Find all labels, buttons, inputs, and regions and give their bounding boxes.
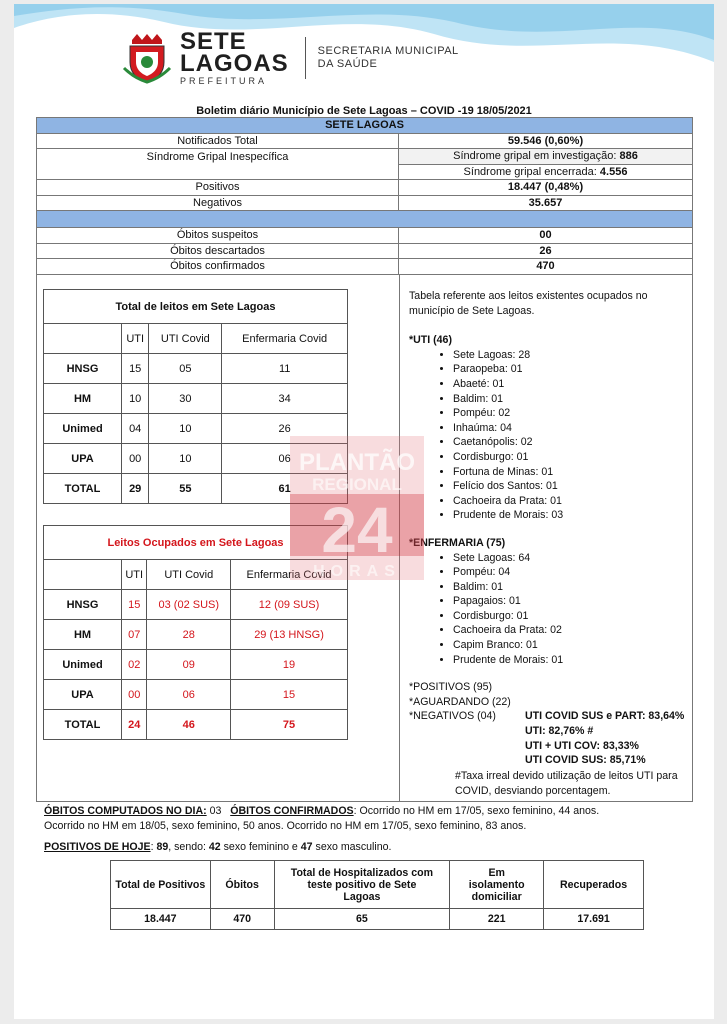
rate-uti-plus-uti-cov: UTI + UTI COV: 83,33% bbox=[525, 739, 639, 752]
corner-cell bbox=[44, 324, 122, 354]
column-header: UTI bbox=[122, 560, 147, 590]
watermark-line1: PLANTÃO bbox=[299, 449, 415, 476]
obitos-dia-label: ÓBITOS COMPUTADOS NO DIA: bbox=[44, 805, 207, 817]
obitos-value: 470 bbox=[210, 909, 274, 930]
table-row bbox=[37, 228, 693, 244]
table-row bbox=[44, 680, 348, 710]
row-label: HNSG bbox=[44, 590, 122, 620]
rate-uti-covid-sus: UTI COVID SUS: 85,71% bbox=[525, 754, 646, 767]
table-cell: 29 (13 HNSG) bbox=[231, 620, 348, 650]
table-cell: 34 bbox=[222, 384, 348, 414]
list-item: • Capim Branco: 01 bbox=[453, 638, 689, 653]
table-row bbox=[37, 149, 693, 165]
row-label: UPA bbox=[44, 444, 122, 474]
list-item: • Felício dos Santos: 01 bbox=[453, 479, 689, 494]
brand-logo bbox=[180, 30, 289, 86]
hospitalizados-value: 65 bbox=[274, 909, 450, 930]
list-item: • Cordisburgo: 01 bbox=[453, 450, 689, 465]
list-item: • Pompéu: 02 bbox=[453, 406, 689, 421]
table-cell: 28 bbox=[147, 620, 231, 650]
table-cell: 09 bbox=[147, 650, 231, 680]
list-item: • Paraopeba: 01 bbox=[453, 362, 689, 377]
sendo-text: , sendo: bbox=[168, 841, 209, 853]
rate-footnote: #Taxa irreal devido utilização de leitos UTI para COVID, desviando porcentagem. bbox=[455, 770, 678, 797]
table-cell: 06 bbox=[147, 680, 231, 710]
corner-cell bbox=[44, 560, 122, 590]
column-header: Total de Hospitalizados com teste positivo de Sete Lagoas bbox=[274, 861, 450, 909]
list-item: • Pompéu: 04 bbox=[453, 565, 689, 580]
table-row bbox=[44, 354, 348, 384]
uti-list bbox=[453, 348, 689, 523]
beds-notes bbox=[409, 289, 689, 797]
header bbox=[122, 28, 459, 86]
sindrome-investigacao: Síndrome gripal em investigação: 886 bbox=[399, 149, 693, 165]
table-row bbox=[37, 180, 693, 196]
row-label: UPA bbox=[44, 680, 122, 710]
secretaria-line1: SECRETARIA MUNICIPAL bbox=[317, 45, 459, 57]
sindrome-label: Síndrome Gripal Inespecífica bbox=[37, 149, 399, 180]
table-cell: 10 bbox=[149, 414, 222, 444]
masculino-text: sexo masculino. bbox=[312, 841, 392, 853]
list-item: • Prudente de Morais: 03 bbox=[453, 508, 689, 523]
table-row bbox=[44, 710, 348, 740]
positivos-hoje-label: POSITIVOS DE HOJE bbox=[44, 841, 151, 853]
list-item: • Inhaúma: 04 bbox=[453, 421, 689, 436]
obitos-suspeitos-value: 00 bbox=[399, 228, 693, 244]
feminino-value: 42 bbox=[208, 841, 221, 853]
brand-line3: PREFEITURA bbox=[180, 76, 268, 86]
obitos-confirmados-label: Óbitos confirmados bbox=[37, 259, 399, 275]
list-item: • Prudente de Morais: 01 bbox=[453, 653, 689, 668]
sindrome-encerrada: Síndrome gripal encerrada: 4.556 bbox=[399, 164, 693, 180]
occupied-beds-caption: Leitos Ocupados em Sete Lagoas bbox=[44, 526, 348, 560]
column-header: Total de Positivos bbox=[111, 861, 211, 909]
table-cell: 19 bbox=[231, 650, 348, 680]
column-header: UTI Covid bbox=[147, 560, 231, 590]
table-cell: 15 bbox=[122, 354, 149, 384]
table-cell: 26 bbox=[222, 414, 348, 444]
table-cell: 24 bbox=[122, 710, 147, 740]
obitos-dia-value: 03 bbox=[206, 805, 222, 817]
obitos-confirmados-label: ÓBITOS CONFIRMADOS bbox=[230, 805, 354, 817]
table-row bbox=[37, 133, 693, 149]
watermark-line2: REGIONAL bbox=[312, 475, 402, 494]
table-cell: 15 bbox=[231, 680, 348, 710]
row-label: Unimed bbox=[44, 650, 122, 680]
notificados-value: 59.546 (0,60%) bbox=[399, 133, 693, 149]
total-positivos-value: 18.447 bbox=[111, 909, 211, 930]
row-label: TOTAL bbox=[44, 474, 122, 504]
rates-block bbox=[525, 724, 689, 768]
table-cell: 12 (09 SUS) bbox=[231, 590, 348, 620]
list-item: • Cachoeira da Prata: 01 bbox=[453, 494, 689, 509]
table-row bbox=[44, 650, 348, 680]
feminino-text: sexo feminino e bbox=[220, 841, 301, 853]
table-cell: 00 bbox=[122, 444, 149, 474]
obitos-descartados-label: Óbitos descartados bbox=[37, 243, 399, 259]
column-header: UTI Covid bbox=[149, 324, 222, 354]
obitos-confirmados-value: 470 bbox=[399, 259, 693, 275]
table-cell: 29 bbox=[122, 474, 149, 504]
table-cell: 06 bbox=[222, 444, 348, 474]
header-divider bbox=[305, 37, 306, 79]
row-label: TOTAL bbox=[44, 710, 122, 740]
row-label: HNSG bbox=[44, 354, 122, 384]
negativos-label: Negativos bbox=[37, 195, 399, 211]
table-cell: 30 bbox=[149, 384, 222, 414]
table-cell: 02 bbox=[122, 650, 147, 680]
table-cell: 05 bbox=[149, 354, 222, 384]
isolamento-value: 221 bbox=[450, 909, 544, 930]
secretaria-name bbox=[318, 45, 459, 71]
column-header: Recuperados bbox=[544, 861, 644, 909]
bulletin-title: Boletim diário Município de Sete Lagoas – COVID -19 18/05/2021 bbox=[196, 105, 532, 117]
brand-line2: LAGOAS bbox=[180, 50, 289, 77]
row-label: Unimed bbox=[44, 414, 122, 444]
secretaria-line2: DA SAÚDE bbox=[317, 58, 378, 70]
obitos-descartados-value: 26 bbox=[399, 243, 693, 259]
positivos-hoje-footer bbox=[44, 840, 704, 855]
row-label: HM bbox=[44, 620, 122, 650]
list-item: • Baldim: 01 bbox=[453, 580, 689, 595]
rate-uti: UTI: 82,76% # bbox=[525, 725, 594, 737]
section-divider bbox=[37, 211, 693, 228]
totals-table bbox=[110, 860, 644, 930]
table-row bbox=[44, 384, 348, 414]
column-header: Em isolamento domiciliar bbox=[450, 861, 544, 909]
enfermaria-list bbox=[453, 551, 689, 668]
table-row bbox=[44, 590, 348, 620]
aguardando-note: *AGUARDANDO (22) bbox=[409, 695, 511, 708]
table-cell: 03 (02 SUS) bbox=[147, 590, 231, 620]
enfermaria-heading: *ENFERMARIA (75) bbox=[409, 536, 506, 549]
table-cell: 10 bbox=[149, 444, 222, 474]
positivos-value: 18.447 (0,48%) bbox=[399, 180, 693, 196]
table-row bbox=[37, 259, 693, 275]
negativos-note: *NEGATIVOS (04) bbox=[409, 710, 496, 723]
table-cell: 11 bbox=[222, 354, 348, 384]
table-cell: 04 bbox=[122, 414, 149, 444]
column-header: Enfermaria Covid bbox=[222, 324, 348, 354]
obitos-confirmados-text: : Ocorrido no HM em 17/05, sexo feminino, 44 anos. bbox=[353, 805, 600, 817]
positivos-note: *POSITIVOS (95) bbox=[409, 681, 493, 694]
negativos-value: 35.657 bbox=[399, 195, 693, 211]
column-header: Óbitos bbox=[210, 861, 274, 909]
total-beds-caption: Total de leitos em Sete Lagoas bbox=[44, 290, 348, 324]
table-cell: 10 bbox=[122, 384, 149, 414]
brand-line1: SETE bbox=[180, 28, 247, 55]
section-header: SETE LAGOAS bbox=[37, 118, 693, 134]
table-cell: 75 bbox=[231, 710, 348, 740]
uti-heading: *UTI (46) bbox=[409, 334, 452, 347]
list-item: • Cordisburgo: 01 bbox=[453, 609, 689, 624]
obitos-confirmados-text2: Ocorrido no HM em 18/05, sexo feminino, 50 anos. Ocorrido no HM em 17/05, sexo feminino, 83 anos. bbox=[44, 820, 527, 832]
table-cell: 61 bbox=[222, 474, 348, 504]
coat-of-arms-icon bbox=[122, 32, 172, 84]
notes-intro: Tabela referente aos leitos existentes ocupados no município de Sete Lagoas. bbox=[409, 290, 648, 317]
masculino-value: 47 bbox=[300, 841, 313, 853]
separator: : bbox=[150, 841, 157, 853]
list-item: • Fortuna de Minas: 01 bbox=[453, 465, 689, 480]
table-cell: 55 bbox=[149, 474, 222, 504]
table-row bbox=[37, 243, 693, 259]
list-item: • Baldim: 01 bbox=[453, 392, 689, 407]
notificados-label: Notificados Total bbox=[37, 133, 399, 149]
list-item: • Abaeté: 01 bbox=[453, 377, 689, 392]
positivos-hoje-value: 89 bbox=[156, 841, 169, 853]
table-cell: 07 bbox=[122, 620, 147, 650]
list-item: • Cachoeira da Prata: 02 bbox=[453, 623, 689, 638]
table-row bbox=[44, 620, 348, 650]
list-item: • Sete Lagoas: 64 bbox=[453, 551, 689, 566]
plantao-regional-watermark-logo bbox=[290, 436, 424, 580]
table-cell: 15 bbox=[122, 590, 147, 620]
positivos-label: Positivos bbox=[37, 180, 399, 196]
bulletin-page bbox=[14, 4, 714, 1019]
summary-table bbox=[36, 117, 693, 275]
column-header: Enfermaria Covid bbox=[231, 560, 348, 590]
table-cell: 46 bbox=[147, 710, 231, 740]
obitos-footer bbox=[44, 804, 704, 834]
list-item: • Papagaios: 01 bbox=[453, 594, 689, 609]
table-row bbox=[37, 195, 693, 211]
watermark-line4: HORAS bbox=[313, 563, 401, 580]
watermark-number: 24 bbox=[321, 494, 393, 566]
rate-uti-covid-sus-part: UTI COVID SUS e PART: 83,64% bbox=[525, 710, 685, 722]
row-label: HM bbox=[44, 384, 122, 414]
list-item: • Caetanópolis: 02 bbox=[453, 435, 689, 450]
table-cell: 00 bbox=[122, 680, 147, 710]
obitos-suspeitos-label: Óbitos suspeitos bbox=[37, 228, 399, 244]
column-header: UTI bbox=[122, 324, 149, 354]
list-item: • Sete Lagoas: 28 bbox=[453, 348, 689, 363]
recuperados-value: 17.691 bbox=[544, 909, 644, 930]
